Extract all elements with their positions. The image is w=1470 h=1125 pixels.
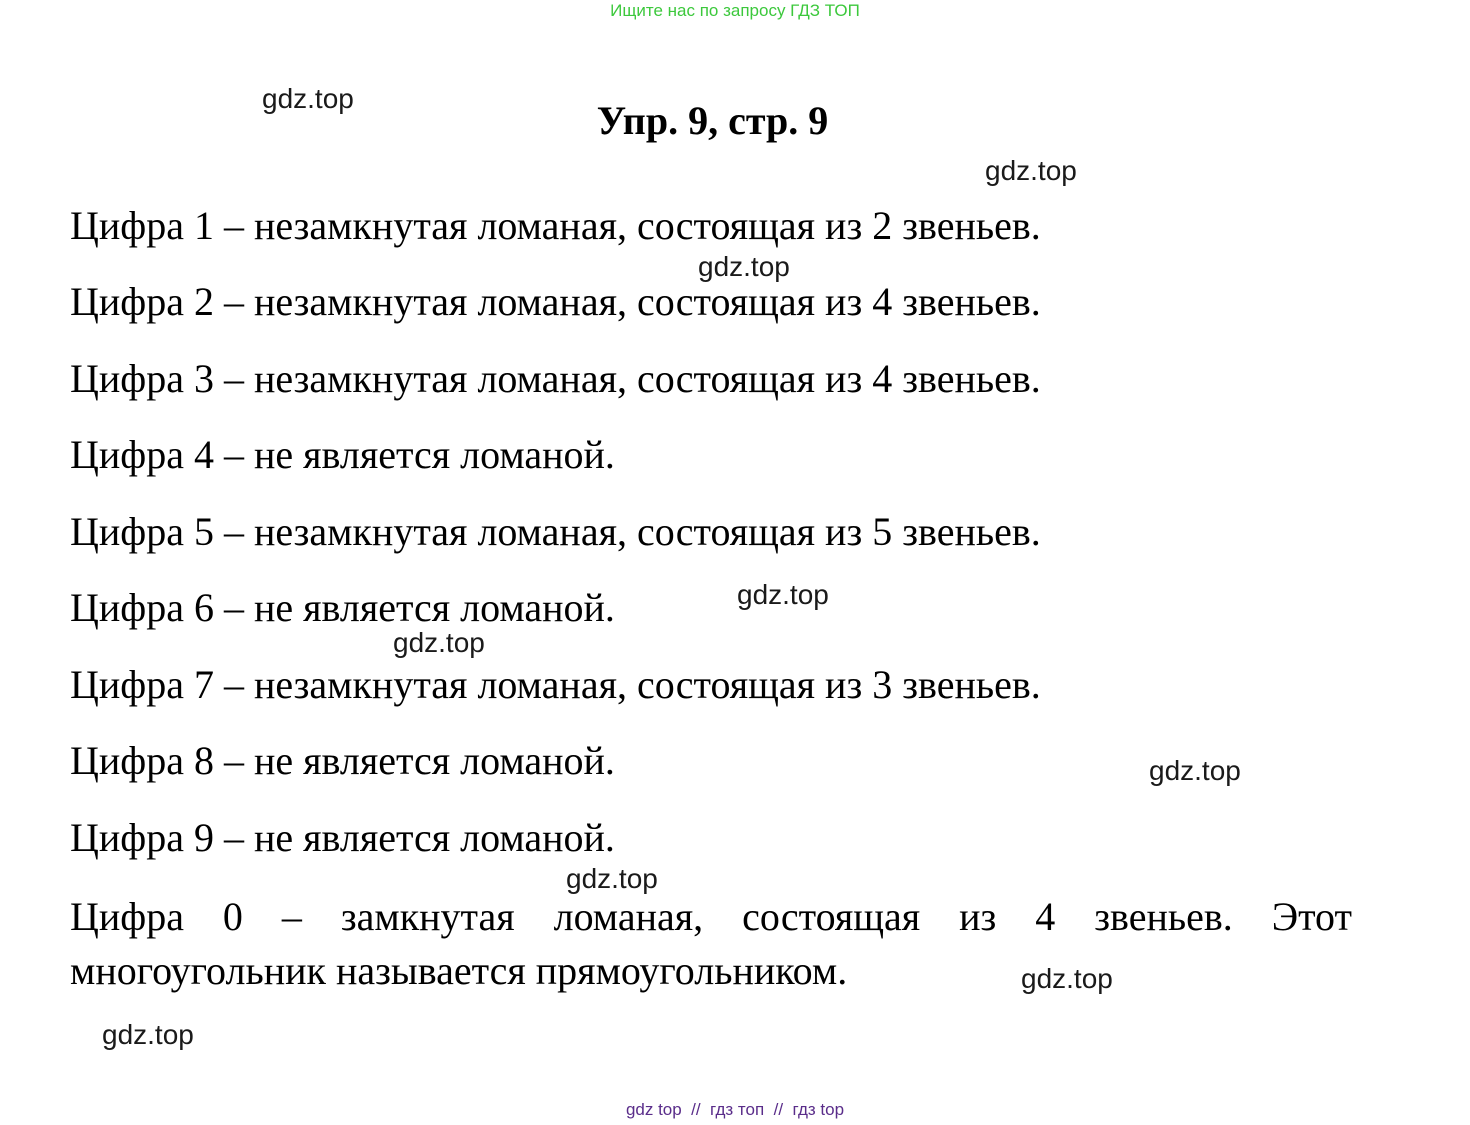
watermark: gdz.top: [1021, 963, 1113, 994]
search-banner: Ищите нас по запросу ГДЗ ТОП: [610, 1, 860, 20]
watermark: gdz.top: [102, 1019, 194, 1050]
watermark: gdz.top: [737, 579, 829, 610]
watermark: gdz.top: [985, 155, 1077, 186]
watermark: gdz.top: [1149, 755, 1241, 786]
answer-line-9: Цифра 9 – не является ломаной.: [70, 815, 615, 860]
answer-line-4: Цифра 4 – не является ломаной.: [70, 432, 615, 477]
answer-line-2: Цифра 2 – незамкнутая ломаная, состоящая из 4 звеньев.: [70, 279, 1041, 324]
answer-line-8: Цифра 8 – не является ломаной.: [70, 738, 615, 783]
watermark: gdz.top: [262, 83, 354, 114]
answer-paragraph-0: Цифра 0 – замкнутая ломаная, состоящая из 4 звеньев. Этот многоугольник называется прямоугольником.: [70, 894, 1352, 993]
answer-line-1: Цифра 1 – незамкнутая ломаная, состоящая из 2 звеньев.: [70, 203, 1041, 248]
answer-line-3: Цифра 3 – незамкнутая ломаная, состоящая из 4 звеньев.: [70, 356, 1041, 401]
watermark: gdz.top: [566, 863, 658, 894]
answer-line-5: Цифра 5 – незамкнутая ломаная, состоящая из 5 звеньев.: [70, 509, 1041, 554]
answer-line-6: Цифра 6 – не является ломаной.: [70, 585, 615, 630]
watermark: gdz.top: [698, 251, 790, 282]
footer-links: gdz top // гдз топ // гдз top: [625, 1100, 845, 1119]
watermark: gdz.top: [393, 627, 485, 658]
page-title: Упр. 9, стр. 9: [596, 98, 829, 143]
answer-line-7: Цифра 7 – незамкнутая ломаная, состоящая из 3 звеньев.: [70, 662, 1041, 707]
